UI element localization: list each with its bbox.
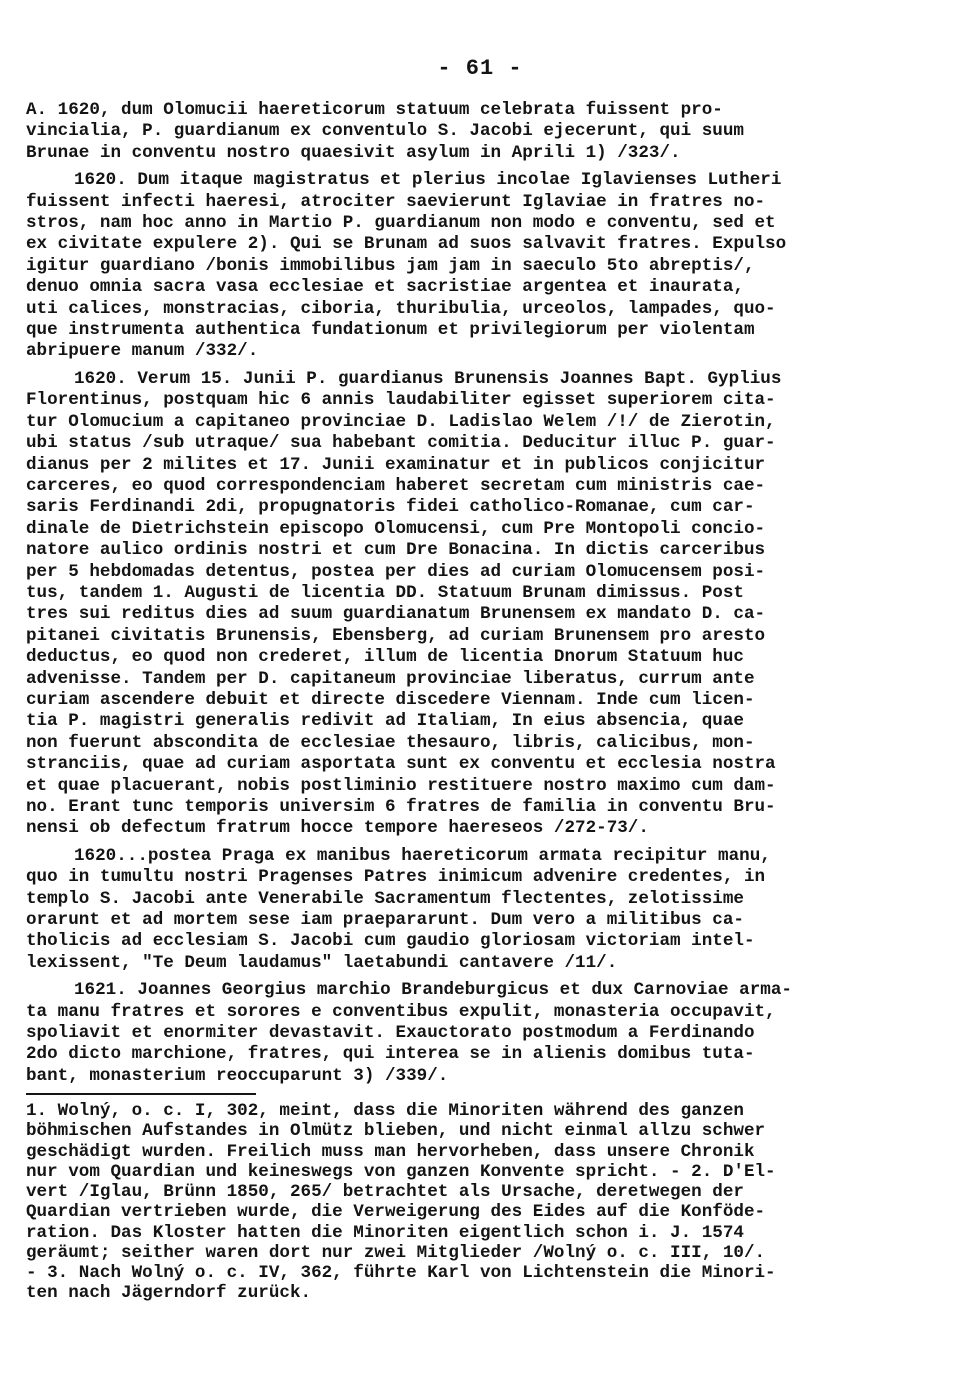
text-line: stros, nam hoc anno in Martio P. guardianum non modo e conventu, sed et	[26, 213, 776, 234]
text-line: bant, monasterium reoccuparunt 3) /339/.	[26, 1065, 449, 1086]
footnote-line: nur vom Quardian und keineswegs von ganzen Konvente spricht. - 2. D'El-	[26, 1161, 776, 1182]
text-line: Florentinus, postquam hic 6 annis laudabiliter egisset superiorem cita-	[26, 390, 776, 411]
text-line: 1621. Joannes Georgius marchio Brandeburgicus et dux Carnoviae arma-	[74, 980, 792, 1001]
footnotes	[26, 1101, 941, 1303]
text-line: saris Ferdinandi 2di, propugnatoris fidei catholico-Romanae, cum car-	[26, 497, 755, 518]
text-line: dinale de Dietrichstein episcopo Olomucensi, cum Pre Montopoli concio-	[26, 518, 766, 539]
text-line: uti calices, monstracias, ciboria, thuribulia, urceolos, lampades, quo-	[26, 298, 776, 319]
footnote-line: vert /Iglau, Brünn 1850, 265/ betrachtet als Ursache, deretwegen der	[26, 1182, 744, 1203]
text-line: stranciis, quae ad curiam asportata sunt ex conventu et ecclesia nostra	[26, 754, 776, 775]
text-line: ta manu fratres et sorores e conventibus expulit, monasteria occupavit,	[26, 1001, 776, 1022]
text-line: per 5 hebdomadas detentus, postea per dies ad curiam Olomucensem posi-	[26, 561, 766, 582]
text-line: natore aulico ordinis nostri et cum Dre Bonacina. In dictis carceribus	[26, 540, 766, 561]
paragraph	[26, 170, 941, 363]
text-line: tus, tandem 1. Augusti de licentia DD. Statuum Brunam dimissus. Post	[26, 582, 744, 603]
text-line: igitur guardiano /bonis immobilibus jam jam in saeculo 5to abreptis/,	[26, 255, 755, 276]
text-line: Brunae in conventu nostro quaesivit asylum in Aprili 1) /323/.	[26, 142, 681, 163]
paragraph	[26, 980, 941, 1087]
text-line: non fuerunt abscondita de ecclesiae thesauro, libris, calicibus, mon-	[26, 732, 755, 753]
text-line: que instrumenta authentica fundationum et privilegiorum per violentam	[26, 320, 755, 341]
text-line: ex civitate expulere 2). Qui se Brunam ad suos salvavit fratres. Expulso	[26, 234, 787, 255]
text-line: et quae placuerant, nobis postliminio restituere nostro maximo cum dam-	[26, 775, 776, 796]
text-line: pitanei civitatis Brunensis, Ebensberg, ad curiam Brunensem pro aresto	[26, 625, 766, 646]
footnote-line: ten nach Jägerndorf zurück.	[26, 1283, 312, 1304]
page-number: - 61 -	[437, 56, 523, 81]
text-line: dianus per 2 milites et 17. Junii examinatur et in publicos conjicitur	[26, 454, 766, 475]
footnote-line: böhmischen Aufstandes in Olmütz blieben, und nicht einmal allzu schwer	[26, 1121, 766, 1142]
text-line: 1620. Dum itaque magistratus et plerius incolae Iglavienses Lutheri	[74, 170, 782, 191]
text-line: 2do dicto marchione, fratres, qui interea se in alienis domibus tuta-	[26, 1044, 755, 1065]
text-line: deductus, eo quod non crederet, illum de licentia Dnorum Statuum huc	[26, 647, 744, 668]
text-line: orarunt et ad mortem sese iam praepararunt. Dum vero a militibus ca-	[26, 910, 744, 931]
text-line: curiam ascendere debuit et directe discedere Viennam. Inde cum licen-	[26, 689, 755, 710]
text-line: spoliavit et enormiter devastavit. Exauctorato postmodum a Ferdinando	[26, 1023, 755, 1044]
text-line: vincialia, P. guardianum ex conventulo S. Jacobi ejecerunt, qui suum	[26, 121, 744, 142]
footnote-line: 1. Wolný, o. c. I, 302, meint, dass die Minoriten während des ganzen	[26, 1101, 744, 1122]
text-line: no. Erant tunc temporis universim 6 fratres de familia in conventu Bru-	[26, 797, 776, 817]
footnote-line: geräumt; seither waren dort nur zwei Mitglieder /Wolný o. c. III, 10/.	[26, 1242, 766, 1263]
paragraph	[26, 846, 941, 974]
document-body	[26, 100, 941, 1303]
text-line: 1620. Verum 15. Junii P. guardianus Brunensis Joannes Bapt. Gyplius	[74, 368, 782, 389]
paragraph	[26, 100, 941, 164]
text-line: tholicis ad ecclesiam S. Jacobi cum gaudio gloriosam victoriam intel-	[26, 931, 755, 952]
footnote-line: ration. Das Kloster hatten die Minoriten eigentlich schon i. J. 1574	[26, 1222, 744, 1243]
chronicle-text	[26, 100, 941, 1087]
paragraph	[26, 369, 941, 840]
text-line: tur Olomucium a capitaneo provinciae D. Ladislao Welem /!/ de Zierotin,	[26, 411, 776, 432]
footnote-separator	[26, 1093, 256, 1095]
text-line: carceres, eo quod correspondenciam haberet secretam cum ministris cae-	[26, 475, 766, 496]
text-line: ubi status /sub utraque/ sua habebant comitia. Deducitur illuc P. guar-	[26, 433, 776, 454]
text-line: nensi ob defectum fratrum hocce tempore haereseos /272-73/.	[26, 818, 649, 839]
text-line: fuissent infecti haeresi, atrociter saevierunt Iglaviae in fratres no-	[26, 191, 766, 212]
footnote-line: - 3. Nach Wolný o. c. IV, 362, führte Karl von Lichtenstein die Minori-	[26, 1262, 776, 1283]
text-line: lexissent, "Te Deum laudamus" laetabundi cantavere /11/.	[26, 952, 618, 973]
text-line: templo S. Jacobi ante Venerabile Sacramentum flectentes, zelotissime	[26, 888, 744, 909]
text-line: A. 1620, dum Olomucii haereticorum statuum celebrata fuissent pro-	[26, 100, 723, 120]
footnote-line: Quardian vertrieben wurde, die Verweigerung des Eides auf die Konföde-	[26, 1202, 766, 1223]
text-line: advenisse. Tandem per D. capitaneum provinciae liberatus, currum ante	[26, 668, 755, 689]
text-line: tres sui reditus dies ad suum guardianatum Brunensem ex mandato D. ca-	[26, 604, 766, 625]
footnote-line: geschädigt wurden. Freilich muss man hervorheben, dass unsere Chronik	[26, 1141, 755, 1162]
text-line: quo in tumultu nostri Pragenses Patres inimicum advenire credentes, in	[26, 867, 766, 888]
text-line: tia P. magistri generalis redivit ad Italiam, In eius absencia, quae	[26, 711, 744, 732]
text-line: abripuere manum /332/.	[26, 341, 259, 362]
text-line: 1620...postea Praga ex manibus haereticorum armata recipitur manu,	[74, 845, 771, 866]
text-line: denuo omnia sacra vasa ecclesiae et sacristiae argentea et inaurata,	[26, 277, 744, 298]
